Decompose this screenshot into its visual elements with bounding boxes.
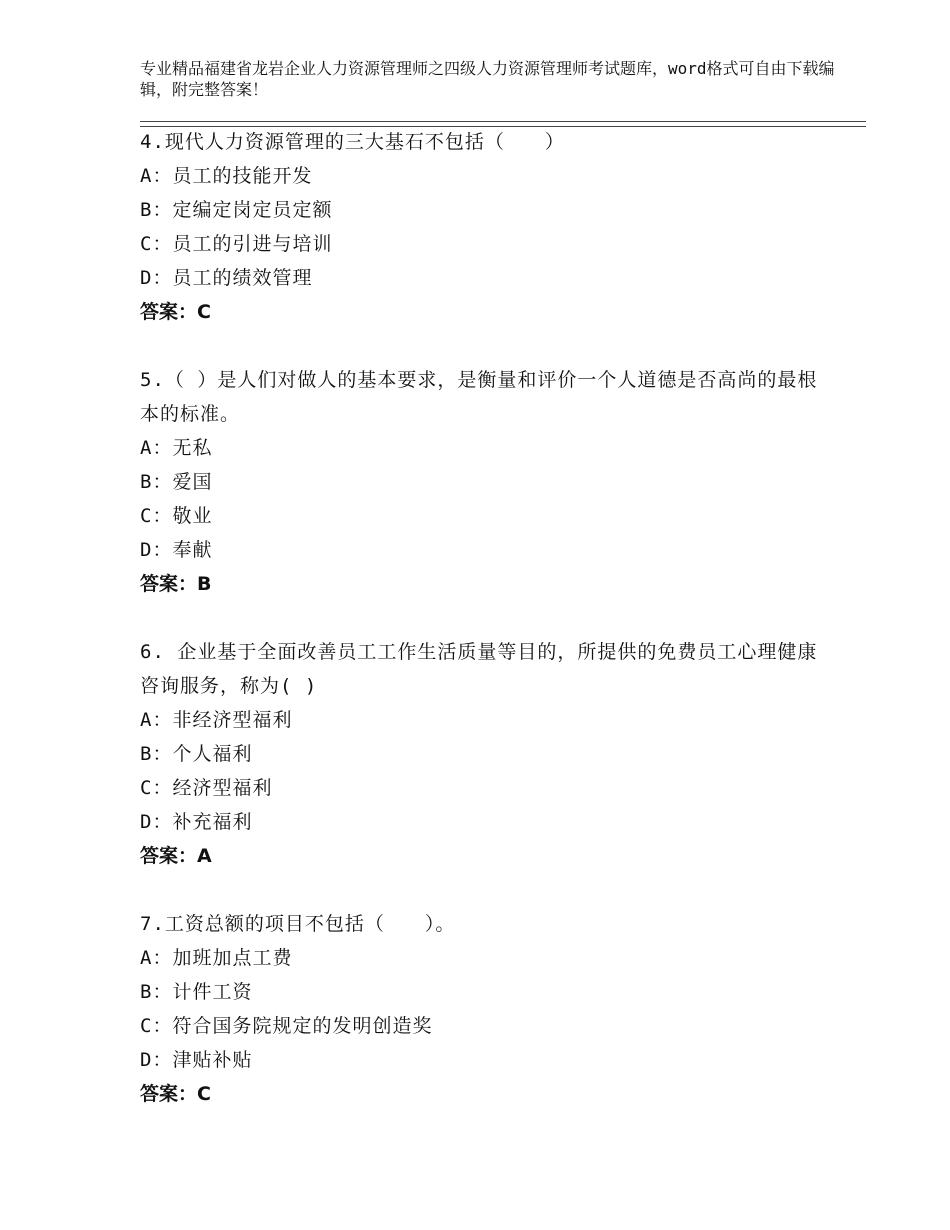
- answer: 答案：B: [140, 573, 212, 595]
- option-b: B：定编定岗定员定额: [140, 199, 333, 221]
- option-a: A：非经济型福利: [140, 709, 293, 731]
- option-a: A：加班加点工费: [140, 947, 293, 969]
- answer: 答案：C: [140, 1083, 211, 1105]
- option-d: D：补充福利: [140, 811, 253, 833]
- question-5: [140, 363, 820, 601]
- option-b: B：个人福利: [140, 743, 253, 765]
- spacer: [140, 329, 820, 363]
- option-d: D：员工的绩效管理: [140, 267, 313, 289]
- answer: 答案：C: [140, 301, 211, 323]
- question-stem: 4.现代人力资源管理的三大基石不包括（ ）: [140, 131, 565, 153]
- document-header: 专业精品福建省龙岩企业人力资源管理师之四级人力资源管理师考试题库，word格式可自由下载编辑，附完整答案！: [140, 59, 835, 99]
- option-a: A：员工的技能开发: [140, 165, 313, 187]
- option-c: C：经济型福利: [140, 777, 273, 799]
- question-stem: 6. 企业基于全面改善员工工作生活质量等目的，所提供的免费员工心理健康咨询服务，称为( ): [140, 641, 818, 697]
- answer: 答案：A: [140, 845, 212, 867]
- question-7: [140, 907, 820, 1111]
- option-d: D：奉献: [140, 539, 213, 561]
- option-b: B：计件工资: [140, 981, 253, 1003]
- option-c: C：符合国务院规定的发明创造奖: [140, 1015, 433, 1037]
- option-a: A：无私: [140, 437, 213, 459]
- question-stem: 7.工资总额的项目不包括（ ）。: [140, 913, 456, 935]
- spacer: [140, 873, 820, 907]
- question-4: [140, 125, 820, 329]
- option-c: C：敬业: [140, 505, 213, 527]
- option-c: C：员工的引进与培训: [140, 233, 333, 255]
- question-6: [140, 635, 820, 873]
- option-b: B：爱国: [140, 471, 213, 493]
- option-d: D：津贴补贴: [140, 1049, 253, 1071]
- question-stem: 5.（ ）是人们对做人的基本要求，是衡量和评价一个人道德是否高尚的最根本的标准。: [140, 369, 818, 425]
- spacer: [140, 601, 820, 635]
- question-list: [140, 125, 820, 1111]
